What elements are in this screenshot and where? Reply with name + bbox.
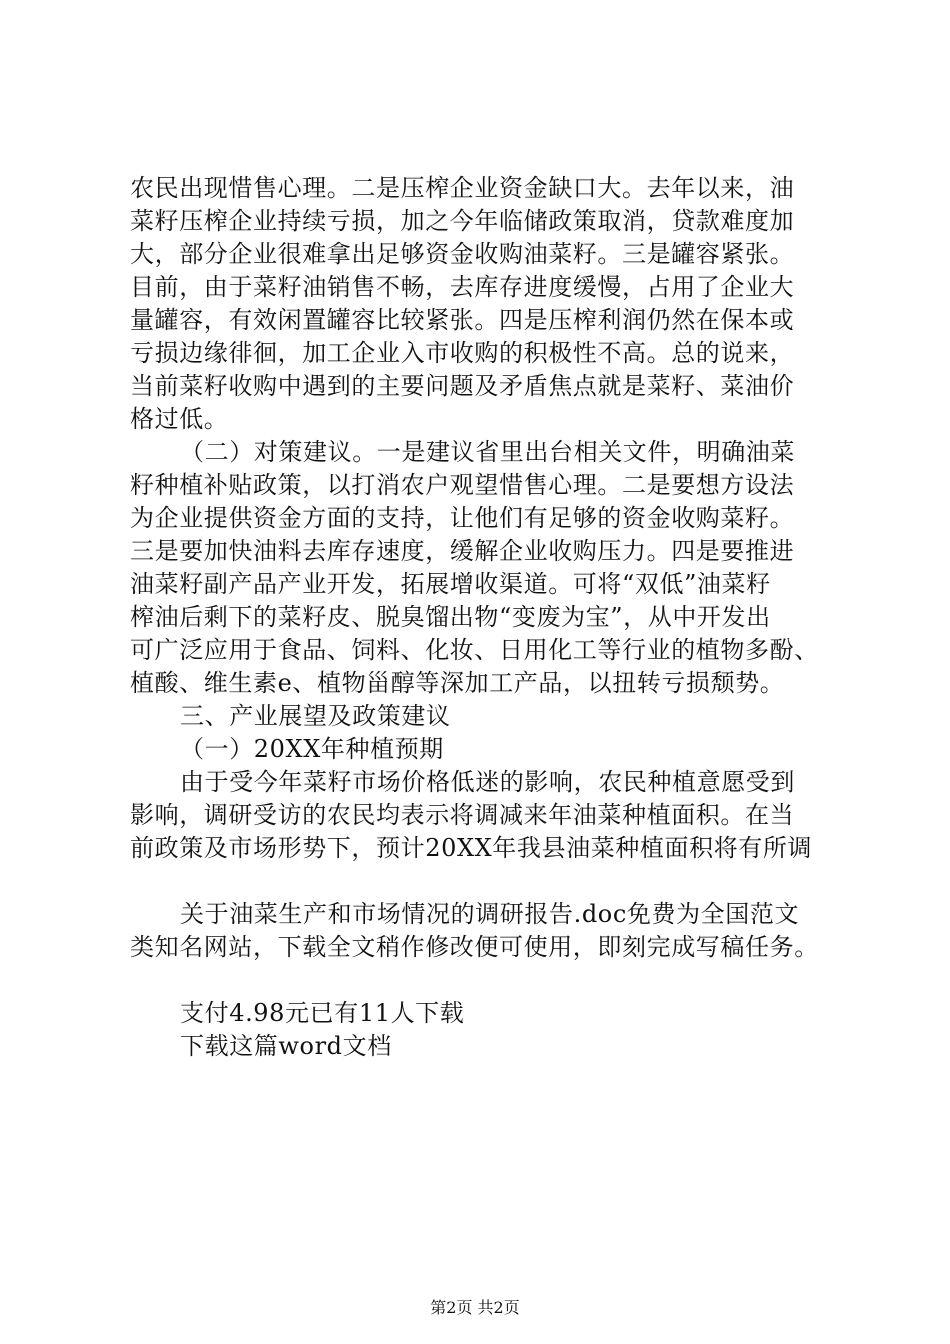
body-line: 农民出现惜售心理。二是压榨企业资金缺口大。去年以来，油 bbox=[130, 174, 795, 202]
subsection-heading: （一）20XX年种植预期 bbox=[180, 735, 444, 763]
body-line: 目前，由于菜籽油销售不畅，去库存进度缓慢，占用了企业大 bbox=[130, 273, 795, 301]
subsection-heading-countermeasures: （二）对策建议。一是建议省里出台相关文件，明确油菜 bbox=[180, 438, 795, 466]
body-line: 量罐容，有效闲置罐容比较紧张。四是压榨利润仍然在保本或 bbox=[130, 306, 795, 334]
body-line: 为企业提供资金方面的支持，让他们有足够的资金收购菜籽。 bbox=[130, 504, 795, 532]
body-line: 菜籽压榨企业持续亏损，加之今年临储政策取消，贷款难度加 bbox=[130, 207, 795, 235]
pay-info: 支付4.98元已有11人下载 bbox=[180, 999, 465, 1027]
body-line: 籽种植补贴政策，以打消农户观望惜售心理。二是要想方设法 bbox=[130, 471, 795, 499]
body-line: 前政策及市场形势下，预计20XX年我县油菜种植面积将有所调 bbox=[130, 834, 813, 862]
body-line: 当前菜籽收购中遇到的主要问题及矛盾焦点就是菜籽、菜油价 bbox=[130, 372, 795, 400]
body-line: 格过低。 bbox=[130, 405, 229, 433]
promo-line: 类知名网站，下载全文稍作修改便可使用，即刻完成写稿任务。 bbox=[130, 933, 819, 961]
body-line: 油菜籽副产品产业开发，拓展增收渠道。可将“双低”油菜籽 bbox=[130, 570, 771, 598]
body-line: 植酸、维生素e、植物甾醇等深加工产品，以扭转亏损颓势。 bbox=[130, 669, 785, 697]
body-line: 榨油后剩下的菜籽皮、脱臭馏出物“变废为宝”，从中开发出 bbox=[130, 603, 771, 631]
body-line: 由于受今年菜籽市场价格低迷的影响，农民种植意愿受到 bbox=[180, 768, 795, 796]
body-line: 可广泛应用于食品、饲料、化妆、日用化工等行业的植物多酚、 bbox=[130, 636, 819, 664]
download-word-link[interactable]: 下载这篇word文档 bbox=[180, 1032, 392, 1060]
section-heading: 三、产业展望及政策建议 bbox=[180, 702, 451, 730]
body-line: 影响，调研受访的农民均表示将调减来年油菜种植面积。在当 bbox=[130, 801, 795, 829]
page-footer: 第2页 共2页 bbox=[430, 1298, 520, 1317]
body-line: 三是要加快油料去库存速度，缓解企业收购压力。四是要推进 bbox=[130, 537, 795, 565]
body-line: 亏损边缘徘徊，加工企业入市收购的积极性不高。总的说来， bbox=[130, 339, 795, 367]
promo-line: 关于油菜生产和市场情况的调研报告.doc免费为全国范文 bbox=[180, 900, 800, 928]
body-line: 大，部分企业很难拿出足够资金收购油菜籽。三是罐容紧张。 bbox=[130, 240, 795, 268]
